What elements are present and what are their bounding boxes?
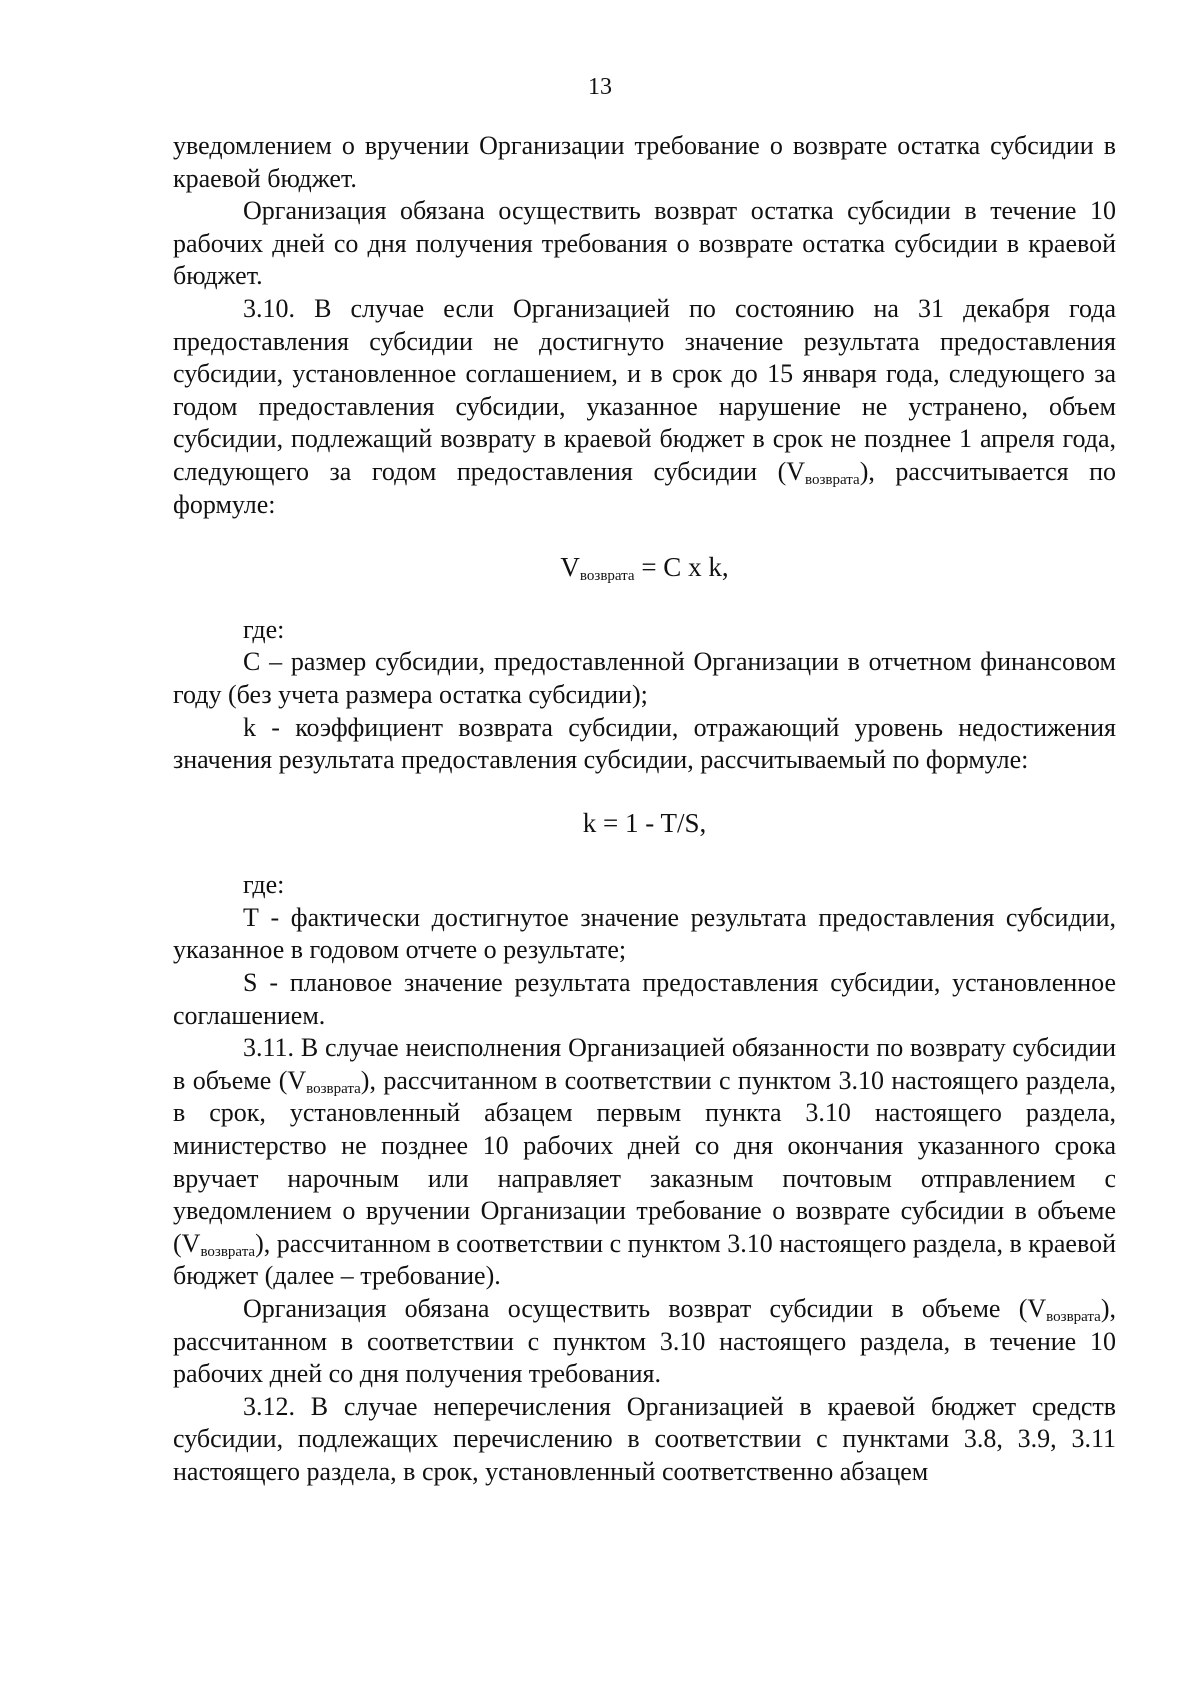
subscript-vozvrata: возврата xyxy=(805,471,860,488)
paragraph-3-11-part-b: ), рассчитанном в соответствии с пунктом 3.10 настоящего раздела, в срок, установленный абзацем первым пункта 3.10 настоящего раздела, министерство не позднее 10 рабочих дней со дня окончания указанного срока вручает нарочным или направляет заказным почтовым отправлением с уведомлением о вручении Организации требование о возврате субсидии в объеме (V xyxy=(173,1065,1116,1258)
formula-v-rest: = C x k, xyxy=(634,552,729,583)
paragraph-3-11 xyxy=(173,1032,1116,1293)
definition-t: Т - фактически достигнутое значение результата предоставления субсидии, указанное в годовом отчете о результате; xyxy=(173,902,1116,965)
paragraph-return-volume xyxy=(173,1293,1116,1391)
subscript-vozvrata-2: возврата xyxy=(306,1080,361,1097)
formula-k: k = 1 - T/S, xyxy=(582,807,707,838)
paragraph-return-obligation: Организация обязана осуществить возврат остатка субсидии в течение 10 рабочих дней со дня получения требования о возврате остатка субсидии в краевой бюджет. xyxy=(173,196,1116,291)
paragraph-return-volume-a: Организация обязана осуществить возврат субсидии в объеме (V xyxy=(243,1294,1047,1323)
definition-s: S - плановое значение результата предоставления субсидии, установленное соглашением. xyxy=(173,968,1116,1030)
formula-v-symbol: V xyxy=(560,552,580,583)
page-number: 13 xyxy=(588,74,612,100)
definition-k: k - коэффициент возврата субсидии, отражающий уровень недостижения значения результата предоставления субсидии, рассчитываемый по формуле: xyxy=(173,712,1116,775)
where-label-2: где: xyxy=(243,870,285,900)
paragraph-3-12: 3.12. В случае неперечисления Организацией в краевой бюджет средств субсидии, подлежащих перечислению в соответствии с пунктами 3.8, 3.9, 3.11 настоящего раздела, в срок, установленный соответственно абзацем xyxy=(173,1391,1116,1486)
paragraph-3-10 xyxy=(173,293,1116,521)
where-label: где: xyxy=(243,614,285,644)
formula-v-subscript: возврата xyxy=(579,568,635,585)
paragraph-3-11-part-c: ), рассчитанном в соответствии с пунктом 3.10 настоящего раздела, в краевой бюджет (далее – требование). xyxy=(173,1228,1116,1291)
subscript-vozvrata-3: возврата xyxy=(200,1243,256,1260)
paragraph-3-11-part-a: 3.11. В случае неисполнения Организацией обязанности по возврату субсидии в объеме (V xyxy=(173,1033,1116,1095)
paragraph-return-volume-b: ), рассчитанном в соответствии с пунктом 3.10 настоящего раздела, в течение 10 рабочих дней со дня получения требования. xyxy=(173,1294,1116,1389)
paragraph-3-10-tail: ), рассчитывается по формуле: xyxy=(173,456,1116,519)
paragraph-3-10-text: 3.10. В случае если Организацией по состоянию на 31 декабря года предоставления субсидии не достигнуто значение результата предоставления субсидии, установленное соглашением, и в срок до 15 января года, следующего за годом предоставления субсидии, указанное нарушение не устранено, объем субсидии, подлежащий возврату в краевой бюджет в срок не позднее 1 апреля года, следующего за годом предоставления субсидии (V xyxy=(173,293,1116,486)
definition-c: С – размер субсидии, предоставленной Организации в отчетном финансовом году (без учета размера остатка субсидии); xyxy=(173,647,1116,709)
subscript-vozvrata-4: возврата xyxy=(1046,1309,1101,1325)
document-body xyxy=(173,130,1116,1489)
formula-v-return xyxy=(173,551,1116,584)
paragraph-continuation: уведомлением о вручении Организации требование о возврате остатка субсидии в краевой бюджет. xyxy=(173,131,1116,193)
